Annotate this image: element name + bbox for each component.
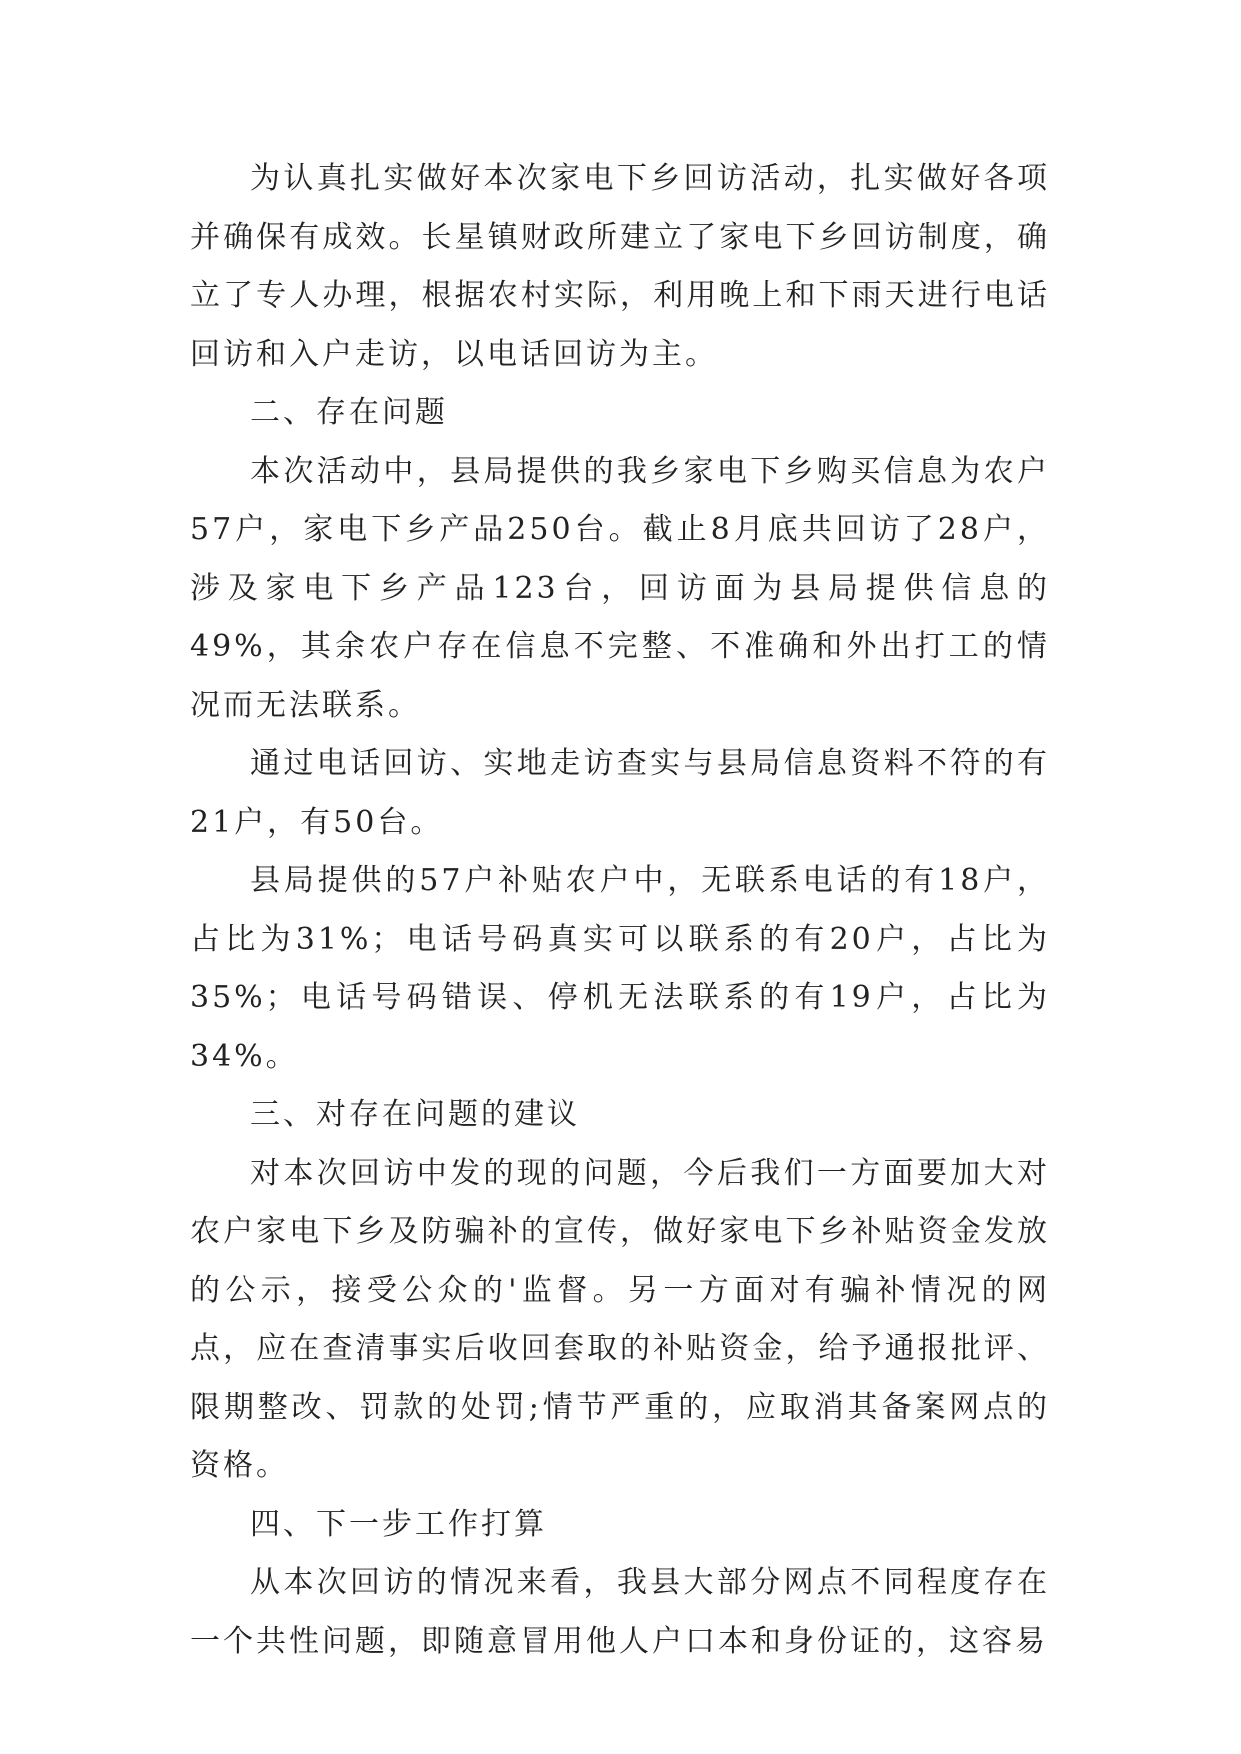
paragraph-callback-statistics: 本次活动中，县局提供的我乡家电下乡购买信息为农户57户，家电下乡产品250台。截止8月底共回访了28户，涉及家电下乡产品123台，回访面为县局提供信息的49%，其余农户存在信息不完整、不准确和外出打工的情况而无法联系。 xyxy=(190,453,1050,723)
paragraph-callback-system: 为认真扎实做好本次家电下乡回访活动，扎实做好各项并确保有成效。长星镇财政所建立了家电下乡回访制度，确立了专人办理，根据农村实际，利用晚上和下雨天进行电话回访和入户走访，以电话回访为主。 xyxy=(190,161,1050,372)
paragraph-mismatch-records: 通过电话回访、实地走访查实与县局信息资料不符的有21户，有50台。 xyxy=(190,746,1050,840)
section-heading-suggestions: 三、对存在问题的建议 xyxy=(250,1097,580,1132)
section-heading-next-steps: 四、下一步工作打算 xyxy=(250,1506,547,1542)
paragraph-suggestions: 对本次回访中发的现的问题，今后我们一方面要加大对农户家电下乡及防骗补的宣传，做好家电下乡补贴资金发放的公示，接受公众的'监督。另一方面对有骗补情况的网点，应在查清事实后收回套取的补贴资金，给予通报批评、限期整改、罚款的处罚;情节严重的，应取消其备案网点的资格。 xyxy=(190,1155,1050,1483)
document-page xyxy=(190,150,1050,1671)
paragraph-next-steps: 从本次回访的情况来看，我县大部分网点不同程度存在一个共性问题，即随意冒用他人户口本和身份证的，这容易 xyxy=(190,1565,1050,1659)
section-heading-problems: 二、存在问题 xyxy=(250,395,448,430)
paragraph-phone-breakdown: 县局提供的57户补贴农户中，无联系电话的有18户，占比为31%；电话号码真实可以联系的有20户，占比为35%；电话号码错误、停机无法联系的有19户，占比为34%。 xyxy=(190,863,1050,1074)
